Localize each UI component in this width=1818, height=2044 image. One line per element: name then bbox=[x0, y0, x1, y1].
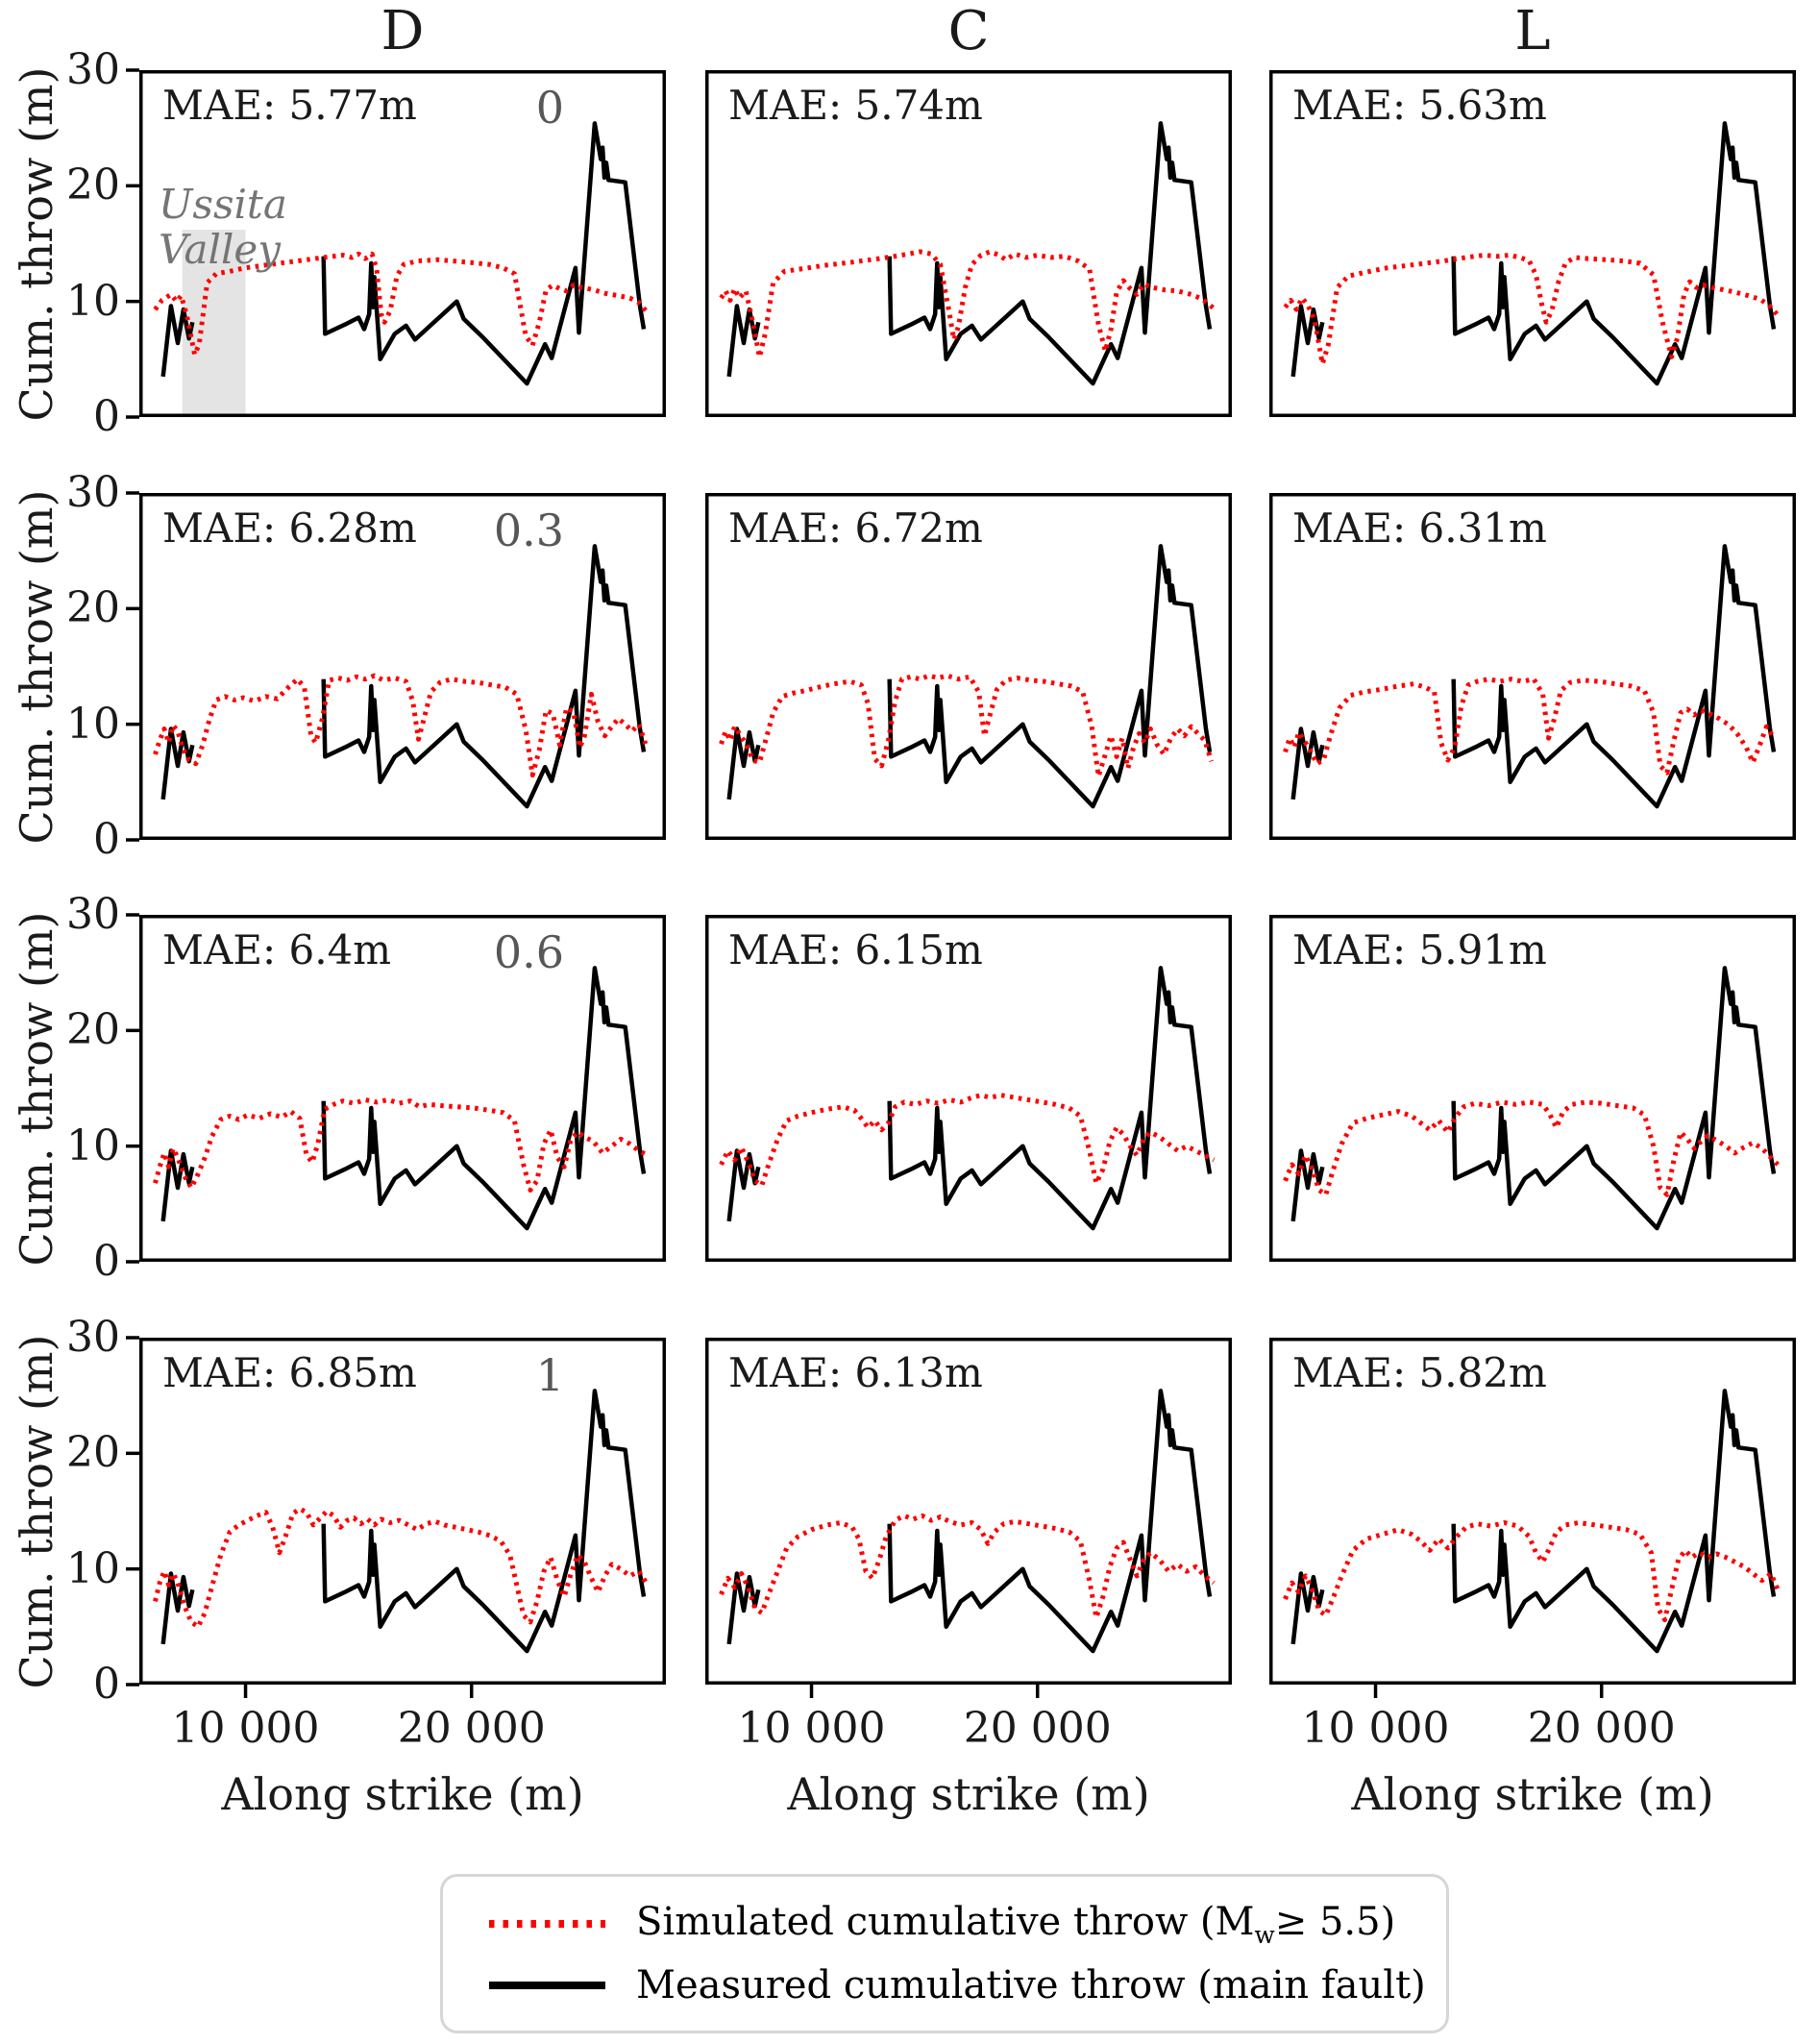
simulated-curve bbox=[156, 1509, 649, 1627]
measured-curve bbox=[1454, 1391, 1774, 1651]
subplot-panel-L-row1 bbox=[1269, 493, 1796, 840]
mae-label: MAE: 6.15m bbox=[728, 926, 983, 973]
y-axis-title-row1: Cum. throw (m) bbox=[11, 489, 62, 844]
row-value-label: 0.6 bbox=[493, 926, 564, 978]
x-tick-label: 10 000 bbox=[1301, 1704, 1450, 1753]
y-tick-label: 0 bbox=[93, 1237, 120, 1286]
x-tick-label: 10 000 bbox=[171, 1704, 320, 1753]
subplot-panel-C-row2 bbox=[705, 915, 1232, 1262]
row-value-label: 1 bbox=[535, 1349, 564, 1401]
subplot-panel-L-row0 bbox=[1269, 70, 1796, 417]
x-axis-title-col0: Along strike (m) bbox=[221, 1768, 584, 1820]
x-tick-label: 20 000 bbox=[397, 1704, 546, 1753]
measured-curve bbox=[1454, 546, 1774, 806]
measured-curve bbox=[1454, 968, 1774, 1228]
subplot-panel-C-row1 bbox=[705, 493, 1232, 840]
column-title-l: L bbox=[1514, 0, 1551, 62]
subplot-panel-C-row0 bbox=[705, 70, 1232, 417]
subplot-panel-L-row2 bbox=[1269, 915, 1796, 1262]
subplot-panel-D-row3 bbox=[139, 1338, 666, 1685]
row-value-label: 0.3 bbox=[493, 505, 564, 556]
measured-curve bbox=[1293, 729, 1323, 800]
mae-label: MAE: 5.82m bbox=[1292, 1349, 1547, 1396]
simulated-line-sample bbox=[487, 1918, 607, 1930]
legend-entry-measured bbox=[487, 1963, 1446, 2007]
x-tick-label: 10 000 bbox=[737, 1704, 886, 1753]
measured-curve bbox=[890, 1391, 1210, 1651]
measured-line-sample bbox=[487, 1980, 607, 1991]
simulated-curve bbox=[156, 676, 646, 776]
row-value-label: 0 bbox=[535, 82, 564, 134]
column-title-d: D bbox=[381, 0, 425, 62]
mae-label: MAE: 5.77m bbox=[162, 82, 417, 129]
legend-simulated-label: Simulated cumulative throw $(M_w\ge 5.5)$ bbox=[636, 1899, 1396, 1949]
y-tick-label: 30 bbox=[66, 468, 120, 517]
y-tick-label: 10 bbox=[66, 276, 120, 326]
y-tick-label: 30 bbox=[66, 1313, 120, 1362]
y-tick-label: 0 bbox=[93, 392, 120, 441]
y-tick-label: 20 bbox=[66, 583, 120, 633]
measured-curve bbox=[890, 123, 1210, 383]
mae-label: MAE: 6.4m bbox=[162, 926, 392, 973]
mae-label: MAE: 6.72m bbox=[728, 505, 983, 552]
y-tick-label: 20 bbox=[66, 1428, 120, 1478]
subplot-panel-D-row2 bbox=[139, 915, 666, 1262]
measured-curve bbox=[324, 1391, 644, 1651]
measured-curve bbox=[890, 968, 1210, 1228]
y-tick-label: 10 bbox=[66, 699, 120, 749]
measured-curve bbox=[729, 307, 759, 377]
legend-entry-simulated bbox=[487, 1900, 1446, 1949]
ussita-valley-annotation: Ussita Valley bbox=[159, 181, 287, 273]
measured-curve bbox=[1454, 123, 1774, 383]
y-tick-label: 30 bbox=[66, 890, 120, 939]
measured-curve bbox=[890, 546, 1210, 806]
mae-label: MAE: 5.91m bbox=[1292, 926, 1547, 973]
y-tick-label: 20 bbox=[66, 160, 120, 210]
measured-curve bbox=[324, 968, 644, 1228]
y-tick-label: 20 bbox=[66, 1005, 120, 1055]
x-tick-label: 20 000 bbox=[1527, 1704, 1676, 1753]
y-tick-label: 0 bbox=[93, 1660, 120, 1709]
subplot-panel-D-row0 bbox=[139, 70, 666, 417]
simulated-curve bbox=[1286, 679, 1774, 774]
mae-label: MAE: 6.13m bbox=[728, 1349, 983, 1396]
simulated-curve bbox=[722, 1515, 1215, 1617]
mae-label: MAE: 6.31m bbox=[1292, 505, 1547, 552]
y-axis-title-row2: Cum. throw (m) bbox=[11, 911, 62, 1266]
mae-label: MAE: 6.28m bbox=[162, 505, 417, 552]
mae-label: MAE: 5.63m bbox=[1292, 82, 1547, 129]
subplot-panel-L-row3 bbox=[1269, 1338, 1796, 1685]
x-axis-title-col1: Along strike (m) bbox=[787, 1768, 1150, 1820]
y-axis-title-row3: Cum. throw (m) bbox=[11, 1334, 62, 1688]
y-tick-label: 10 bbox=[66, 1121, 120, 1170]
subplot-panel-C-row3 bbox=[705, 1338, 1232, 1685]
legend bbox=[440, 1874, 1449, 2033]
y-axis-title-row0: Cum. throw (m) bbox=[11, 66, 62, 421]
column-title-c: C bbox=[947, 0, 990, 62]
legend-measured-label: Measured cumulative throw (main fault) bbox=[636, 1963, 1426, 2008]
y-tick-label: 30 bbox=[66, 45, 120, 94]
subplot-panel-D-row1 bbox=[139, 493, 666, 840]
x-axis-title-col2: Along strike (m) bbox=[1351, 1768, 1714, 1820]
x-tick-label: 20 000 bbox=[963, 1704, 1112, 1753]
y-tick-label: 0 bbox=[93, 815, 120, 864]
y-tick-label: 10 bbox=[66, 1543, 120, 1593]
mae-label: MAE: 5.74m bbox=[728, 82, 983, 129]
measured-curve bbox=[729, 1574, 759, 1644]
mae-label: MAE: 6.85m bbox=[162, 1349, 417, 1396]
simulated-curve bbox=[722, 676, 1212, 776]
